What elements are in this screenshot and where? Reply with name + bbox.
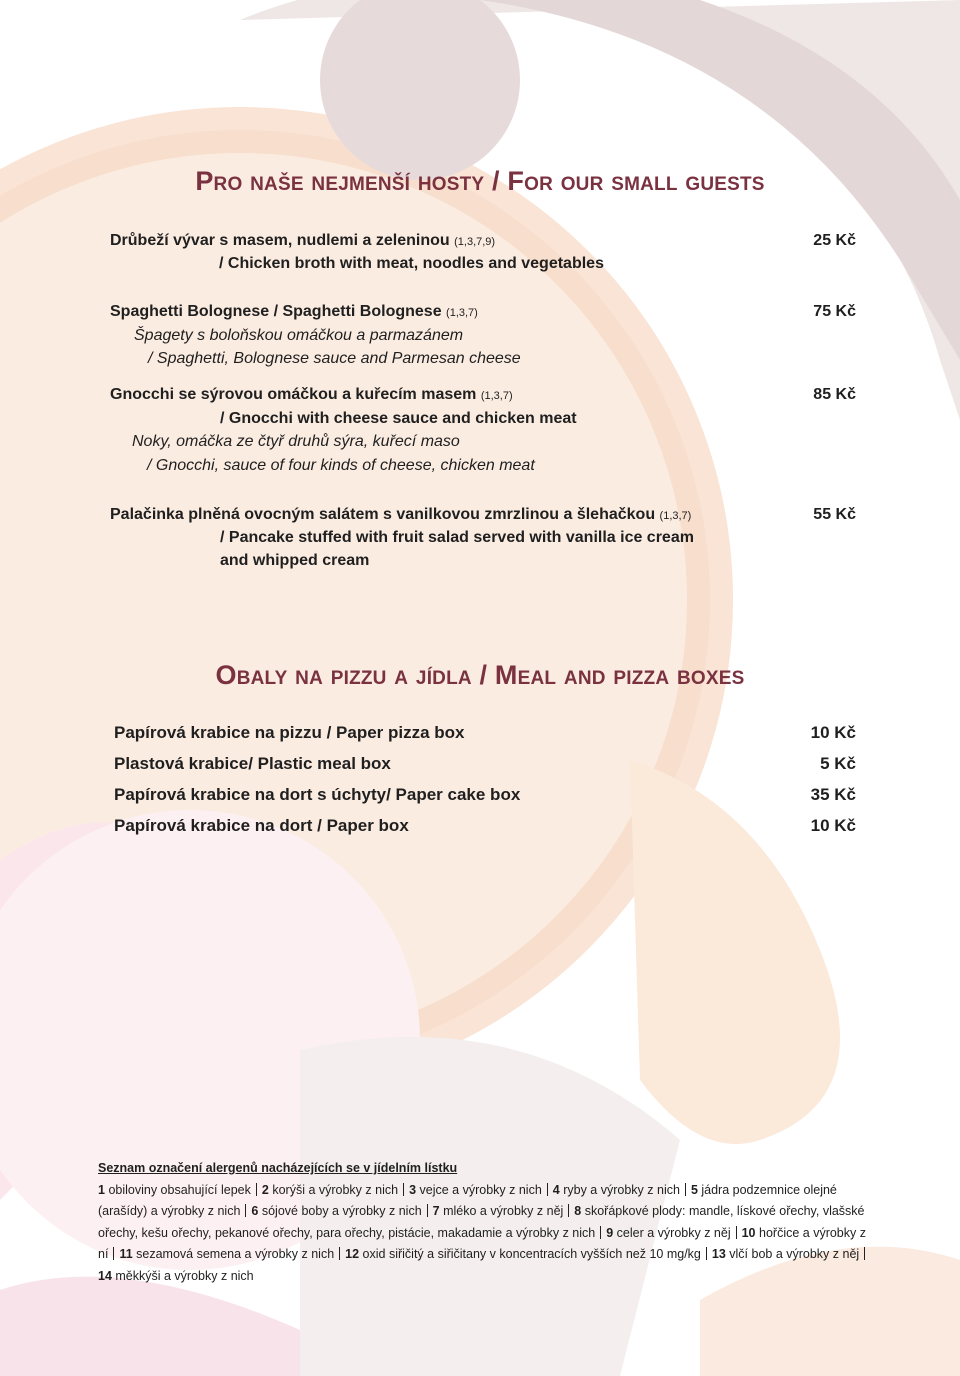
- item-name: Spaghetti Bolognese / Spaghetti Bolognese: [110, 303, 442, 320]
- allergen-number: 11: [119, 1247, 133, 1261]
- allergen-number: 13: [711, 1247, 726, 1261]
- separator: [427, 1204, 428, 1217]
- item-description-cz: Noky, omáčka ze čtyř druhů sýra, kuřecí maso: [132, 433, 460, 450]
- allergen-text: ryby a výrobky z nich: [563, 1182, 680, 1197]
- separator: [706, 1247, 707, 1260]
- allergen-number: 14: [98, 1268, 112, 1283]
- item-description-en: / Spaghetti, Bolognese sauce and Parmesan cheese: [148, 350, 521, 367]
- box-price: 10 Kč: [810, 816, 856, 835]
- item-name: Gnocchi se sýrovou omáčkou a kuřecím masem: [110, 386, 477, 403]
- item-name-en-continued: and whipped cream: [220, 552, 370, 569]
- allergen-number: 5: [690, 1182, 698, 1197]
- box-price: 35 Kč: [810, 785, 856, 804]
- kids-section-title: Pro naše nejmenší hosty / For our small guests: [195, 166, 765, 196]
- separator: [403, 1183, 404, 1196]
- boxes-section-title: Obaly na pizzu a jídla / Meal and pizza boxes: [215, 660, 745, 690]
- item-allergens: (1,3,7,9): [454, 236, 496, 248]
- item-allergens: (1,3,7): [659, 510, 692, 522]
- allergen-text: sójové boby a výrobky z nich: [261, 1204, 422, 1218]
- allergen-text: oxid siřičitý a siřičitany v koncentracích vyšších než 10 mg/kg: [362, 1247, 701, 1261]
- allergen-number: 1: [98, 1182, 105, 1197]
- separator: [245, 1204, 246, 1217]
- item-name: Drůbeží vývar s masem, nudlemi a zeleninou: [110, 232, 450, 249]
- item-name-en: / Gnocchi with cheese sauce and chicken meat: [220, 410, 577, 427]
- separator: [547, 1183, 548, 1196]
- allergen-text: měkkýši a výrobky z nich: [115, 1268, 254, 1283]
- separator: [864, 1247, 865, 1260]
- allergen-text: vejce a výrobky z nich: [419, 1182, 542, 1197]
- box-label: Papírová krabice na dort s úchyty/ Paper cake box: [114, 785, 521, 804]
- box-label: Papírová krabice na pizzu / Paper pizza box: [114, 723, 465, 742]
- separator: [736, 1226, 737, 1239]
- allergen-text: obiloviny obsahující lepek: [108, 1182, 251, 1197]
- allergen-text: vlčí bob a výrobky z něj: [729, 1247, 860, 1261]
- item-price: 85 Kč: [813, 386, 856, 403]
- allergen-number: 12: [345, 1247, 360, 1261]
- allergen-text: sezamová semena a výrobky z nich: [136, 1247, 335, 1261]
- separator: [339, 1247, 340, 1260]
- item-name-en: / Pancake stuffed with fruit salad served with vanilla ice cream: [220, 529, 694, 546]
- item-price: 55 Kč: [813, 506, 856, 523]
- allergen-number: 9: [606, 1225, 614, 1240]
- separator: [568, 1204, 569, 1217]
- allergen-number: 10: [741, 1225, 756, 1240]
- item-description-en: / Gnocchi, sauce of four kinds of cheese, chicken meat: [147, 457, 535, 474]
- separator: [600, 1226, 601, 1239]
- item-name: Palačinka plněná ovocným salátem s vanilkovou zmrzlinou a šlehačkou: [110, 506, 656, 523]
- allergen-number: 6: [251, 1204, 259, 1218]
- allergen-text: hořčice a výrobky z ní: [98, 1225, 866, 1261]
- allergen-number: 2: [261, 1182, 269, 1197]
- allergen-number: 3: [409, 1182, 417, 1197]
- allergen-legend: [98, 1158, 878, 1287]
- item-description-cz: Špagety s boloňskou omáčkou a parmazánem: [134, 327, 464, 344]
- allergen-text: skořápkové plody: mandle, lískové ořechy, vlašské ořechy, kešu ořechy, pekanové ořechy, para ořechy, pistácie, makadamie a výrobky z nich: [98, 1204, 865, 1240]
- allergen-text: celer a výrobky z něj: [616, 1225, 731, 1240]
- separator: [256, 1183, 257, 1196]
- item-name-en: / Chicken broth with meat, noodles and vegetables: [219, 255, 604, 272]
- allergen-text: mléko a výrobky z něj: [443, 1204, 564, 1218]
- allergen-number: 4: [552, 1182, 560, 1197]
- allergen-list: [98, 1180, 878, 1288]
- separator: [113, 1247, 114, 1260]
- allergen-number: 7: [432, 1204, 440, 1218]
- allergen-number: 8: [574, 1204, 582, 1218]
- box-price: 5 Kč: [820, 754, 856, 773]
- box-label: Papírová krabice na dort / Paper box: [114, 816, 409, 835]
- item-price: 25 Kč: [813, 232, 856, 249]
- separator: [685, 1183, 686, 1196]
- box-price: 10 Kč: [810, 723, 856, 742]
- box-label: Plastová krabice/ Plastic meal box: [114, 754, 391, 773]
- item-allergens: (1,3,7): [446, 307, 478, 319]
- item-price: 75 Kč: [813, 303, 856, 320]
- allergen-text: jádra podzemnice olejné (arašídy) a výrobky z nich: [98, 1182, 837, 1218]
- allergen-text: korýši a výrobky z nich: [272, 1182, 399, 1197]
- allergen-legend-title: Seznam označení alergenů nacházejících se v jídelním lístku: [98, 1161, 458, 1175]
- item-allergens: (1,3,7): [480, 390, 513, 402]
